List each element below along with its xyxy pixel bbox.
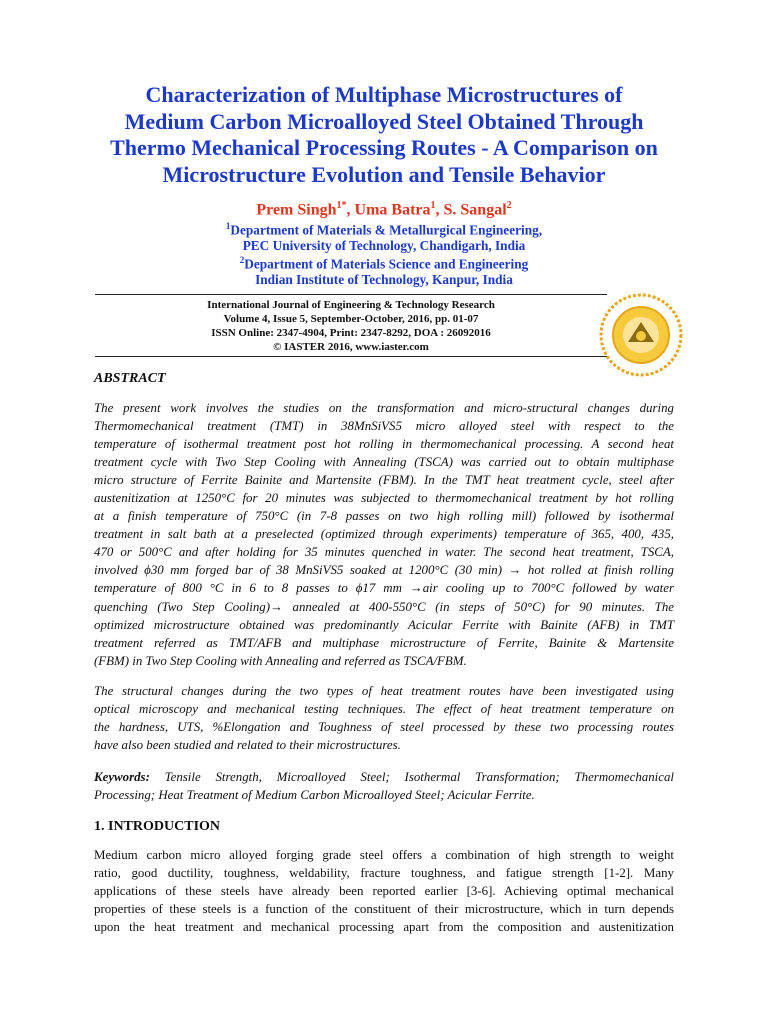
author-name: S. Sangal: [443, 201, 507, 219]
text-line: optimized microstructure obtained was predominantly Acicular Ferrite with Bainite (AFB) in TMT: [94, 617, 674, 632]
text-line: temperature of 800 °C in 6 to 8 passes to ϕ17 mm →air cooling up to 700°C followed by water: [94, 581, 674, 596]
text-line: involved ϕ30 mm forged bar of 38 MnSiVS5 soaked at 1200°C (30 min) → hot rolled at finish rolling: [94, 563, 674, 578]
abstract-heading: ABSTRACT: [94, 371, 166, 386]
text-line: at a finish temperature of 750°C (in 7-8 passes on two high rolling mill) followed by isothermal: [94, 509, 674, 524]
author-affiliation-mark: 2: [506, 200, 512, 211]
author-name: Uma Batra: [354, 201, 431, 219]
affiliation-text: Department of Materials Science and Engineering: [244, 256, 529, 272]
keywords-label: Keywords:: [94, 770, 150, 784]
author-separator: ,: [435, 201, 444, 219]
text-line: ratio, good ductility, toughness, weldability, fracture toughness, and fatigue strength [1-2]. Many: [94, 866, 674, 881]
text-line: have also been studied and related to their microstructures.: [94, 738, 401, 753]
author-name: Prem Singh: [256, 201, 337, 219]
text-line: treatment referred as TMT/AFB and multiphase microstructure of Ferrite, Bainite & Martensite: [94, 635, 674, 650]
text-line: The structural changes during the two types of heat treatment routes have been investigated using: [94, 684, 674, 698]
journal-copyright: © IASTER 2016, www.iaster.com: [273, 341, 429, 353]
title-line: Characterization of Multiphase Microstructures of: [145, 82, 623, 107]
keywords-text: Tensile Strength, Microalloyed Steel; Isothermal Transformation; Thermomechanical: [164, 770, 674, 784]
header-rule: [95, 294, 607, 295]
text-line: treatment in salt bath at a preselected (optimized through experiments) temperature of 365, 400, 435,: [94, 527, 674, 542]
text-line: The present work involves the studies on the transformation and micro-structural changes during: [94, 401, 674, 415]
text-line: treatment cycle with Two Step Cooling with Annealing (TSCA) was carried out to obtain multiphase: [94, 455, 674, 470]
title-line: Microstructure Evolution and Tensile Behavior: [162, 161, 606, 187]
journal-name: International Journal of Engineering & Technology Research: [207, 299, 495, 311]
text-line: 470 or 500°C and after holding for 35 minutes quenched in water. The second heat treatment, TSCA,: [94, 545, 674, 560]
affiliation-text: Department of Materials & Metallurgical Engineering,: [230, 222, 543, 238]
author-list: [0, 200, 768, 219]
title-line: Thermo Mechanical Processing Routes - A Comparison on: [110, 135, 658, 160]
affiliation-line: [0, 255, 768, 272]
text-line: (FBM) in Two Step Cooling with Annealing and referred as TSCA/FBM.: [94, 653, 467, 668]
text-line: austenitization at 1250°C for 20 minutes was subjected to thermomechanical treatment by hot rolling: [94, 491, 674, 506]
text-line: quenching (Two Step Cooling)→ annealed at 400-550°C (in steps of 50°C) for 90 minutes. The: [94, 599, 674, 614]
author-affiliation-mark: 1: [430, 200, 436, 211]
text-line: applications of these steels have already been reported earlier [3-6]. Achieving optimal mechanical: [94, 884, 674, 899]
text-line: upon the heat treatment and mechanical processing apart from the composition and austenitization: [94, 920, 674, 935]
author-separator: ,: [346, 201, 355, 219]
abstract-paragraph: [94, 399, 674, 670]
journal-issn: ISSN Online: 2347-4904, Print: 2347-8292, DOA : 26092016: [211, 327, 491, 339]
title-line: Medium Carbon Microalloyed Steel Obtained Through: [124, 108, 644, 134]
author-affiliation-mark: 1*: [336, 200, 347, 211]
journal-volume: Volume 4, Issue 5, September-October, 2016, pp. 01-07: [223, 313, 479, 325]
affiliation-mark: 2: [239, 255, 245, 265]
text-line: temperature of isothermal treatment post hot rolling in thermomechanical processing. A second heat: [94, 437, 674, 452]
text-line: the hardness, UTS, %Elongation and Toughness of steel processed by these two processing routes: [94, 720, 674, 735]
abstract-paragraph: [94, 682, 674, 754]
affiliation-line: Indian Institute of Technology, Kanpur, India: [255, 272, 513, 287]
text-line: [94, 768, 674, 786]
header-rule: [95, 356, 607, 357]
introduction-paragraph: [94, 846, 674, 936]
section-heading: 1. INTRODUCTION: [94, 819, 221, 834]
iaster-logo: [598, 292, 684, 378]
text-line: micro structure of Ferrite Bainite and Martensite (FBM). In the TMT heat treatment cycle, steel after: [94, 473, 674, 488]
text-line: optical microscopy and mechanical testing techniques. The effect of heat treatment temperature on: [94, 702, 674, 717]
text-line: Processing; Heat Treatment of Medium Carbon Microalloyed Steel; Acicular Ferrite.: [94, 788, 535, 803]
affiliation-line: [0, 221, 768, 238]
paper-title: [60, 82, 708, 188]
affiliation-mark: 1: [225, 221, 231, 231]
keywords-block: [94, 768, 674, 804]
affiliation-line: PEC University of Technology, Chandigarh, India: [242, 238, 526, 253]
text-line: Thermomechanical treatment (TMT) in 38MnSiVS5 micro alloyed steel with respect to the: [94, 419, 674, 434]
text-line: properties of these steels is a function of the constituent of their microstructure, which in turn depends: [94, 902, 674, 917]
text-line: Medium carbon micro alloyed forging grade steel offers a combination of high strength to weight: [94, 848, 674, 862]
